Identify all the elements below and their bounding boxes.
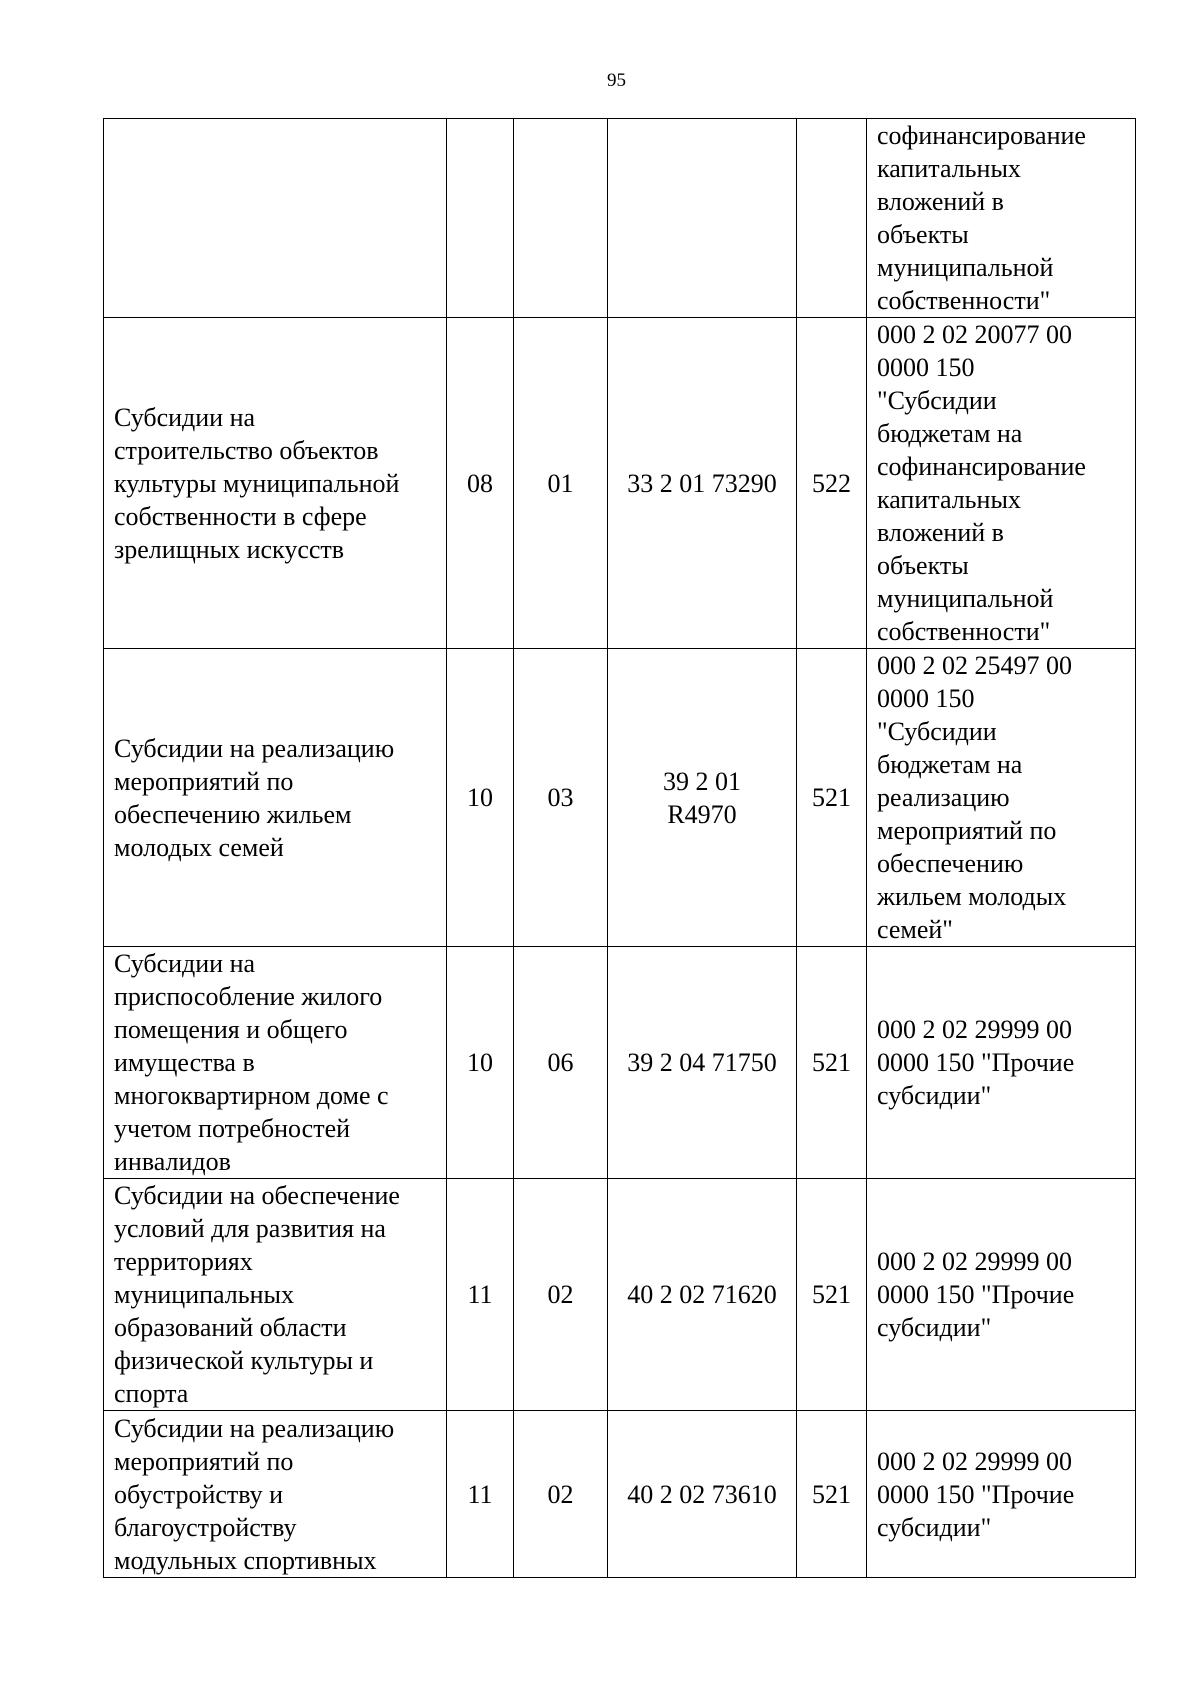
- name-line: Субсидии на реализацию: [114, 733, 395, 763]
- target-line: 39 2 01: [663, 766, 741, 796]
- source-line: софинансирование: [877, 121, 1086, 150]
- cell-source: [867, 1179, 1136, 1411]
- cell-section: 10: [447, 649, 514, 947]
- name-line: помещения и общего: [114, 1015, 348, 1044]
- target-line: R4970: [667, 799, 737, 829]
- target-line: 40 2 02 71620: [627, 1280, 777, 1309]
- name-line: строительство объектов: [114, 435, 379, 465]
- table-row: [104, 649, 1136, 947]
- cell-subsection: 06: [514, 947, 608, 1179]
- page-number: 95: [607, 70, 626, 91]
- source-line: 0000 150 "Прочие: [877, 1280, 1075, 1309]
- source-line: "Субсидии: [877, 717, 997, 746]
- cell-name: [104, 1179, 447, 1411]
- source-line: семей": [877, 915, 953, 944]
- source-line: муниципальной: [877, 253, 1054, 282]
- name-line: муниципальных: [114, 1280, 295, 1309]
- cell-subsection: 03: [514, 649, 608, 947]
- cell-name: [104, 318, 447, 649]
- table-row: [104, 119, 1136, 318]
- target-line: 39 2 04 71750: [627, 1048, 777, 1077]
- name-line: культуры муниципальной: [114, 468, 400, 498]
- source-line: вложений в: [877, 187, 1004, 216]
- source-line: бюджетам на: [877, 750, 1023, 779]
- source-line: обеспечению: [877, 849, 1024, 878]
- cell-source: [867, 1411, 1136, 1578]
- cell-section: 11: [447, 1411, 514, 1578]
- source-line: капитальных: [877, 154, 1021, 183]
- source-line: субсидии": [877, 1512, 992, 1542]
- cell-vr: 521: [797, 1179, 867, 1411]
- source-line: 000 2 02 29999 00: [877, 1247, 1072, 1276]
- table-body: [104, 119, 1136, 1578]
- name-line: многоквартирном доме с: [114, 1081, 389, 1110]
- cell-section: 08: [447, 318, 514, 649]
- table-row: [104, 318, 1136, 649]
- name-line: Субсидии на реализацию: [114, 1414, 395, 1443]
- name-line: приспособление жилого: [114, 982, 383, 1011]
- cell-section: 10: [447, 947, 514, 1179]
- name-line: физической культуры и: [114, 1346, 374, 1375]
- cell-source: [867, 947, 1136, 1179]
- cell-name: [104, 119, 447, 318]
- cell-subsection: [514, 119, 608, 318]
- source-line: объекты: [877, 551, 969, 580]
- source-line: 000 2 02 20077 00: [877, 320, 1072, 349]
- name-line: спорта: [114, 1379, 189, 1408]
- source-line: 0000 150: [877, 684, 975, 713]
- source-line: 0000 150 "Прочие: [877, 1048, 1075, 1077]
- cell-subsection: 02: [514, 1411, 608, 1578]
- cell-subsection: 01: [514, 318, 608, 649]
- name-line: Субсидии на: [114, 402, 256, 432]
- table-row: [104, 947, 1136, 1179]
- cell-vr: 521: [797, 1411, 867, 1578]
- name-line: обеспечению жильем: [114, 799, 352, 829]
- cell-vr: [797, 119, 867, 318]
- cell-target: [608, 947, 797, 1179]
- cell-target: [608, 1179, 797, 1411]
- name-line: имущества в: [114, 1048, 255, 1077]
- cell-target: [608, 119, 797, 318]
- cell-section: [447, 119, 514, 318]
- name-line: Субсидии на: [114, 949, 256, 978]
- cell-target: [608, 649, 797, 947]
- source-line: муниципальной: [877, 584, 1054, 613]
- cell-target: [608, 1411, 797, 1578]
- name-line: зрелищных искусств: [114, 534, 345, 564]
- source-line: субсидии": [877, 1313, 992, 1342]
- target-line: 40 2 02 73610: [627, 1479, 777, 1509]
- source-line: капитальных: [877, 485, 1021, 514]
- target-line: 33 2 01 73290: [627, 468, 777, 498]
- source-line: реализацию: [877, 783, 1010, 812]
- source-line: 0000 150: [877, 353, 975, 382]
- name-line: учетом потребностей: [114, 1114, 351, 1143]
- source-line: объекты: [877, 220, 969, 249]
- name-line: образований области: [114, 1313, 347, 1342]
- cell-name: [104, 1411, 447, 1578]
- cell-vr: 522: [797, 318, 867, 649]
- name-line: собственности в сфере: [114, 501, 367, 531]
- cell-section: 11: [447, 1179, 514, 1411]
- cell-subsection: 02: [514, 1179, 608, 1411]
- name-line: территориях: [114, 1247, 253, 1276]
- source-line: собственности": [877, 286, 1051, 315]
- name-line: молодых семей: [114, 832, 284, 862]
- source-line: "Субсидии: [877, 386, 997, 415]
- source-line: субсидии": [877, 1081, 992, 1110]
- source-line: вложений в: [877, 518, 1004, 547]
- subsidies-table: [103, 118, 1136, 1578]
- source-line: 000 2 02 29999 00: [877, 1446, 1072, 1476]
- cell-source: [867, 649, 1136, 947]
- source-line: 000 2 02 29999 00: [877, 1015, 1072, 1044]
- source-line: жильем молодых: [877, 882, 1067, 911]
- source-line: бюджетам на: [877, 419, 1023, 448]
- source-line: собственности": [877, 617, 1051, 646]
- cell-source: [867, 119, 1136, 318]
- cell-name: [104, 649, 447, 947]
- name-line: инвалидов: [114, 1147, 231, 1176]
- cell-name: [104, 947, 447, 1179]
- source-line: мероприятий по: [877, 816, 1057, 845]
- cell-vr: 521: [797, 947, 867, 1179]
- name-line: мероприятий по: [114, 766, 294, 796]
- name-line: Субсидии на обеспечение: [114, 1181, 400, 1210]
- table-row: [104, 1179, 1136, 1411]
- name-line: условий для развития на: [114, 1214, 386, 1243]
- name-line: модульных спортивных: [114, 1546, 377, 1575]
- table-row: [104, 1411, 1136, 1578]
- cell-target: [608, 318, 797, 649]
- source-line: софинансирование: [877, 452, 1086, 481]
- name-line: благоустройству: [114, 1513, 297, 1542]
- source-line: 000 2 02 25497 00: [877, 651, 1072, 680]
- source-line: 0000 150 "Прочие: [877, 1479, 1075, 1509]
- name-line: обустройству и: [114, 1480, 284, 1509]
- cell-source: [867, 318, 1136, 649]
- cell-vr: 521: [797, 649, 867, 947]
- name-line: мероприятий по: [114, 1447, 294, 1476]
